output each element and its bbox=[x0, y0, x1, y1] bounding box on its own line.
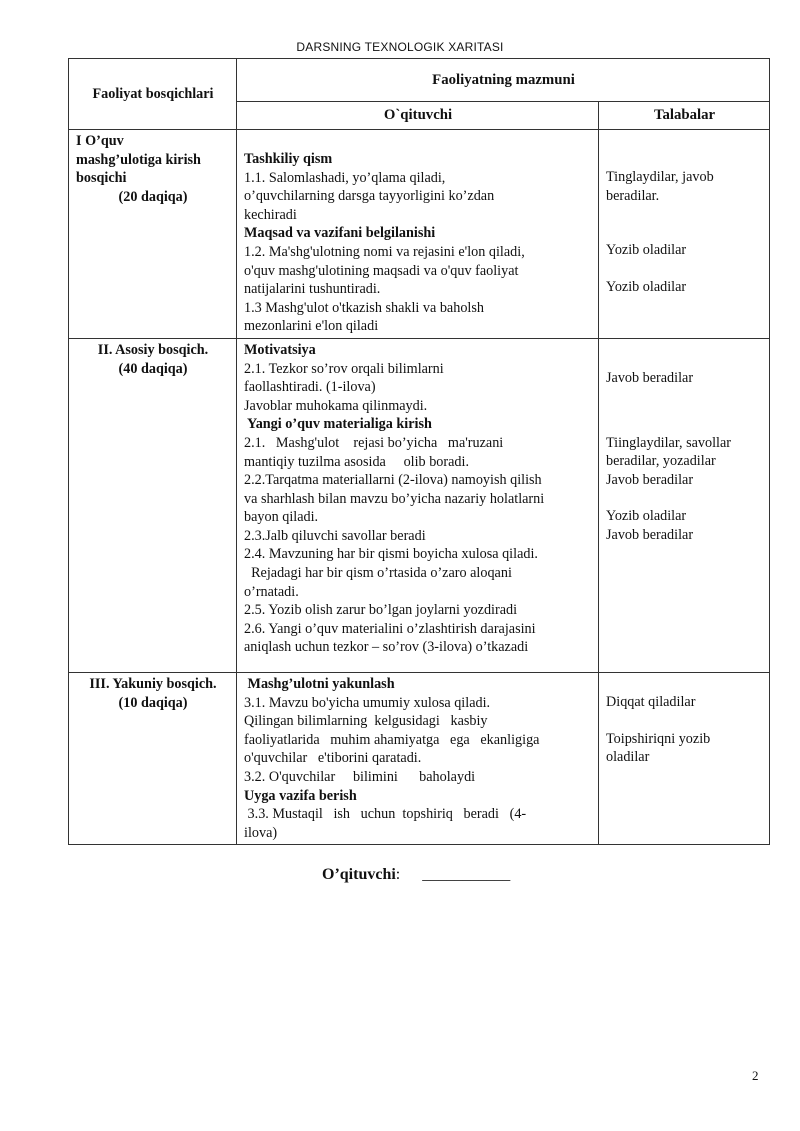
teacher-line: bayon qiladi. bbox=[244, 509, 319, 526]
students-cell-1 bbox=[599, 130, 770, 339]
page-number: 2 bbox=[752, 1068, 759, 1083]
lesson-plan-table bbox=[68, 58, 770, 845]
teacher-line: o'quvchilar e'tiborini qaratadi. bbox=[244, 750, 422, 767]
section-heading: Motivatsiya bbox=[244, 341, 316, 358]
teacher-line: 2.6. Yangi o’quv materialini o’zlashtirish darajasini bbox=[244, 620, 536, 637]
signature-colon: : bbox=[395, 866, 401, 883]
section-heading: Mashg’ulotni yakunlash bbox=[244, 675, 395, 692]
teacher-line: 3.1. Mavzu bo'yicha umumiy xulosa qiladi. bbox=[244, 694, 491, 711]
teacher-line: Javoblar muhokama qilinmaydi. bbox=[244, 397, 428, 414]
teacher-line: 1.3 Mashg'ulot o'tkazish shakli va baholsh bbox=[244, 299, 484, 316]
stage-text: II. Asosiy bosqich. bbox=[97, 341, 209, 358]
teacher-line: o'quv mashg'ulotining maqsadi va o'quv faoliyat bbox=[244, 262, 519, 279]
stage-text: mashg’ulotiga kirish bbox=[76, 151, 201, 168]
teacher-line: mantiqiy tuzilma asosida olib boradi. bbox=[244, 453, 469, 470]
student-line: oladilar bbox=[606, 749, 650, 766]
teacher-line: Qilingan bilimlarning kelgusidagi kasbiy bbox=[244, 713, 488, 730]
teacher-cell-2 bbox=[237, 338, 599, 672]
teacher-signature bbox=[322, 866, 510, 884]
header-content: Faoliyatning mazmuni bbox=[237, 59, 770, 102]
table-row bbox=[69, 338, 770, 672]
teacher-line: faoliyatlarida muhim ahamiyatga ega ekanligiga bbox=[244, 731, 540, 748]
header-students: Talabalar bbox=[599, 102, 770, 130]
teacher-cell-1 bbox=[237, 130, 599, 339]
students-cell-3 bbox=[599, 672, 770, 844]
teacher-cell-3 bbox=[237, 672, 599, 844]
stage-text: I O’quv bbox=[76, 133, 124, 149]
teacher-line: mezonlarini e'lon qiladi bbox=[244, 318, 379, 335]
students-cell-2 bbox=[599, 338, 770, 672]
student-line: Javob beradilar bbox=[606, 526, 694, 543]
student-line: beradilar. bbox=[606, 187, 660, 204]
section-heading: Tashkiliy qism bbox=[244, 151, 333, 167]
table-header-row bbox=[69, 59, 770, 102]
teacher-line: natijalarini tushuntiradi. bbox=[244, 281, 381, 298]
student-line: beradilar, yozadilar bbox=[606, 453, 716, 470]
section-heading: Maqsad va vazifani belgilanishi bbox=[244, 225, 436, 242]
student-line: Tiinglaydilar, savollar bbox=[606, 434, 732, 451]
teacher-line: Rejadagi har bir qism o’rtasida o’zaro aloqani bbox=[244, 565, 512, 582]
header-stages: Faoliyat bosqichlari bbox=[69, 59, 237, 130]
student-line: Yozib oladilar bbox=[606, 508, 687, 525]
student-line: Yozib oladilar bbox=[606, 242, 687, 259]
signature-blank: ___________ bbox=[422, 866, 511, 883]
student-line: Diqqat qiladilar bbox=[606, 693, 696, 710]
teacher-line: 2.2.Tarqatma materiallarni (2-ilova) namoyish qilish bbox=[244, 472, 542, 489]
document-title: DARSNING TEXNOLOGIK XARITASI bbox=[296, 40, 504, 54]
student-line: Toipshiriqni yozib bbox=[606, 730, 711, 747]
teacher-line: o’rnatadi. bbox=[244, 583, 299, 600]
student-line: Javob beradilar bbox=[606, 471, 694, 488]
stage-text: III. Yakuniy bosqich. bbox=[89, 675, 217, 692]
stage-duration: (40 daqiqa) bbox=[118, 360, 188, 377]
student-line: Tinglaydilar, javob bbox=[606, 169, 714, 185]
teacher-line: o’quvchilarning darsga tayyorligini ko’zdan bbox=[244, 188, 495, 205]
table-row bbox=[69, 130, 770, 339]
teacher-line: kechiradi bbox=[244, 206, 297, 223]
teacher-line: 2.1. Mashg'ulot rejasi bo’yicha ma'ruzani bbox=[244, 434, 504, 451]
teacher-line: 1.2. Ma'shg'ulotning nomi va rejasini e'lon qiladi, bbox=[244, 243, 525, 260]
section-heading: Yangi o’quv materialiga kirish bbox=[244, 416, 432, 433]
table-row bbox=[69, 672, 770, 844]
teacher-line: 2.3.Jalb qiluvchi savollar beradi bbox=[244, 527, 426, 544]
stage-text: bosqichi bbox=[76, 170, 127, 187]
teacher-line: 2.1. Tezkor so’rov orqali bilimlarni bbox=[244, 360, 444, 377]
teacher-line: 1.1. Salomlashadi, yo’qlama qiladi, bbox=[244, 169, 446, 186]
teacher-line: 3.2. O'quvchilar bilimini baholaydi bbox=[244, 768, 476, 785]
teacher-line: ilova) bbox=[244, 824, 278, 841]
teacher-line: 3.3. Mustaqil ish uchun topshiriq beradi (4- bbox=[244, 806, 527, 823]
teacher-line: 2.5. Yozib olish zarur bo’lgan joylarni yozdiradi bbox=[244, 602, 518, 619]
student-line: Yozib oladilar bbox=[606, 278, 687, 295]
stage-cell-3 bbox=[69, 672, 237, 844]
teacher-line: 2.4. Mavzuning har bir qismi boyicha xulosa qiladi. bbox=[244, 546, 538, 563]
teacher-line: va sharhlash bilan mavzu bo’yicha nazariy holatlarni bbox=[244, 490, 545, 507]
student-line: Javob beradilar bbox=[606, 369, 694, 386]
stage-duration: (20 daqiqa) bbox=[118, 188, 188, 205]
teacher-line: aniqlash uchun tezkor – so’rov (3-ilova) o’tkazadi bbox=[244, 639, 529, 656]
stage-cell-1 bbox=[69, 130, 237, 339]
stage-duration: (10 daqiqa) bbox=[118, 694, 188, 711]
header-teacher: O`qituvchi bbox=[237, 102, 599, 130]
teacher-line: faollashtiradi. (1-ilova) bbox=[244, 379, 376, 396]
signature-label: O’qituvchi bbox=[322, 866, 396, 883]
stage-cell-2 bbox=[69, 338, 237, 672]
section-heading: Uyga vazifa berish bbox=[244, 787, 357, 804]
